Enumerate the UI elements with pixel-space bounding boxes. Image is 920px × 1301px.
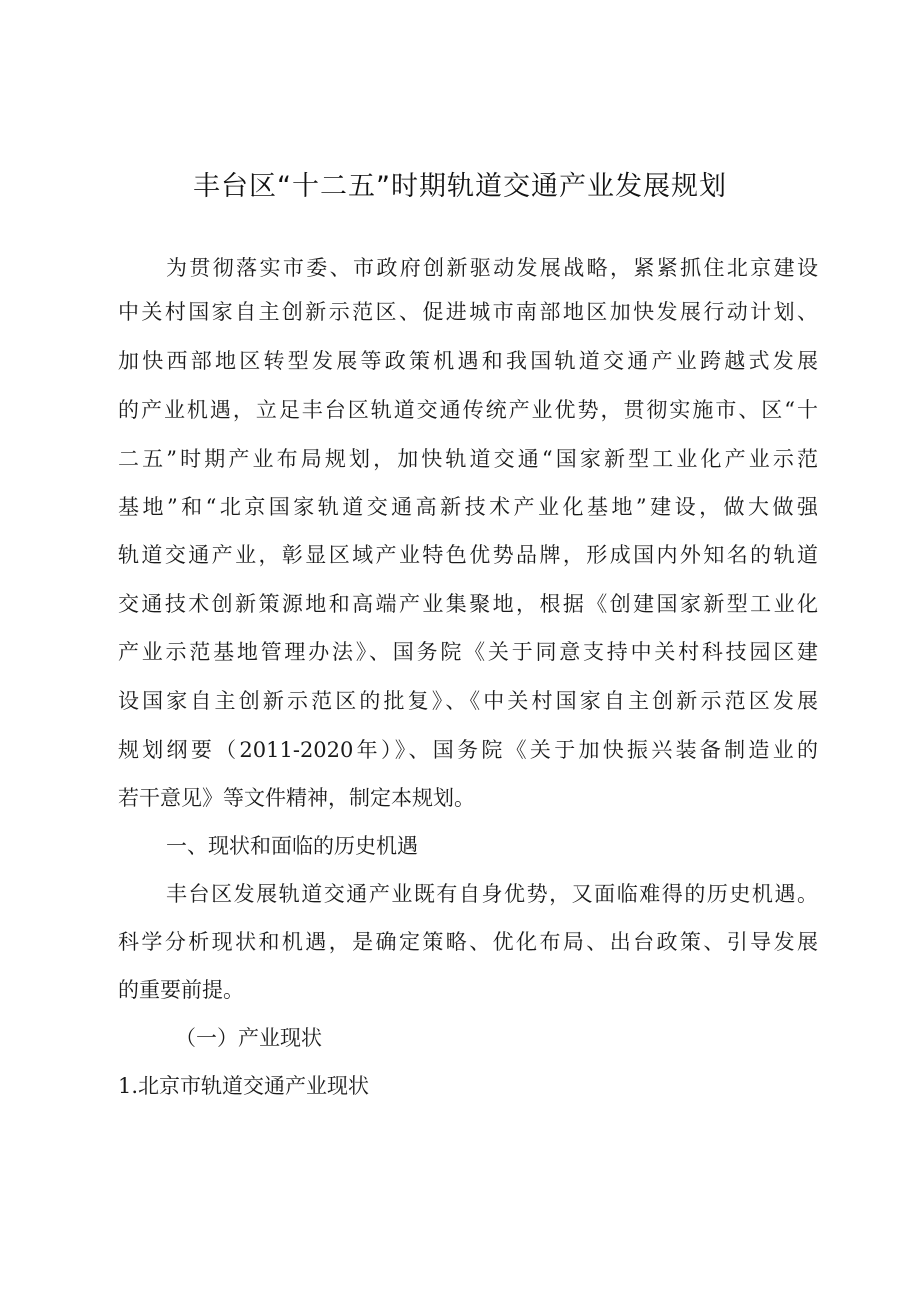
document-title: 丰台区“十二五”时期轨道交通产业发展规划 <box>193 171 727 202</box>
intro-line: 的产业机遇，立足丰台区轨道交通传统产业优势，贯彻实施市、区“十 <box>118 398 818 422</box>
intro-line: 二五”时期产业布局规划，加快轨道交通“国家新型工业化产业示范 <box>118 447 818 471</box>
section-heading: 一、现状和面临的历史机遇 <box>166 834 418 858</box>
intro-line: 为贯彻落实市委、市政府创新驱动发展战略，紧紧抓住北京建设 <box>166 256 818 280</box>
subsection-heading: （一）产业现状 <box>175 1026 322 1050</box>
intro-line: 产业示范基地管理办法》、国务院《关于同意支持中关村科技园区建 <box>118 640 818 664</box>
intro-line: 轨道交通产业，彰显区域产业特色优势品牌，形成国内外知名的轨道 <box>118 543 818 567</box>
section-line: 科学分析现状和机遇，是确定策略、优化布局、出台政策、引导发展 <box>118 930 818 954</box>
intro-line: 交通技术创新策源地和高端产业集聚地，根据《创建国家新型工业化 <box>118 592 818 616</box>
item-heading: 1.北京市轨道交通产业现状 <box>118 1074 370 1098</box>
intro-line: 加快西部地区转型发展等政策机遇和我国轨道交通产业跨越式发展 <box>118 349 818 373</box>
section-line: 丰台区发展轨道交通产业既有自身优势，又面临难得的历史机遇。 <box>166 882 818 906</box>
section-line: 的重要前提。 <box>118 978 244 1002</box>
intro-line: 中关村国家自主创新示范区、促进城市南部地区加快发展行动计划、 <box>118 300 818 324</box>
intro-line: 规划纲要（2011-2020年）》、国务院《关于加快振兴装备制造业的 <box>118 738 818 762</box>
intro-line: 基地”和“北京国家轨道交通高新技术产业化基地”建设，做大做强 <box>118 495 818 519</box>
intro-line: 若干意见》等文件精神，制定本规划。 <box>118 786 475 810</box>
intro-line: 设国家自主创新示范区的批复》、《中关村国家自主创新示范区发展 <box>118 689 818 713</box>
